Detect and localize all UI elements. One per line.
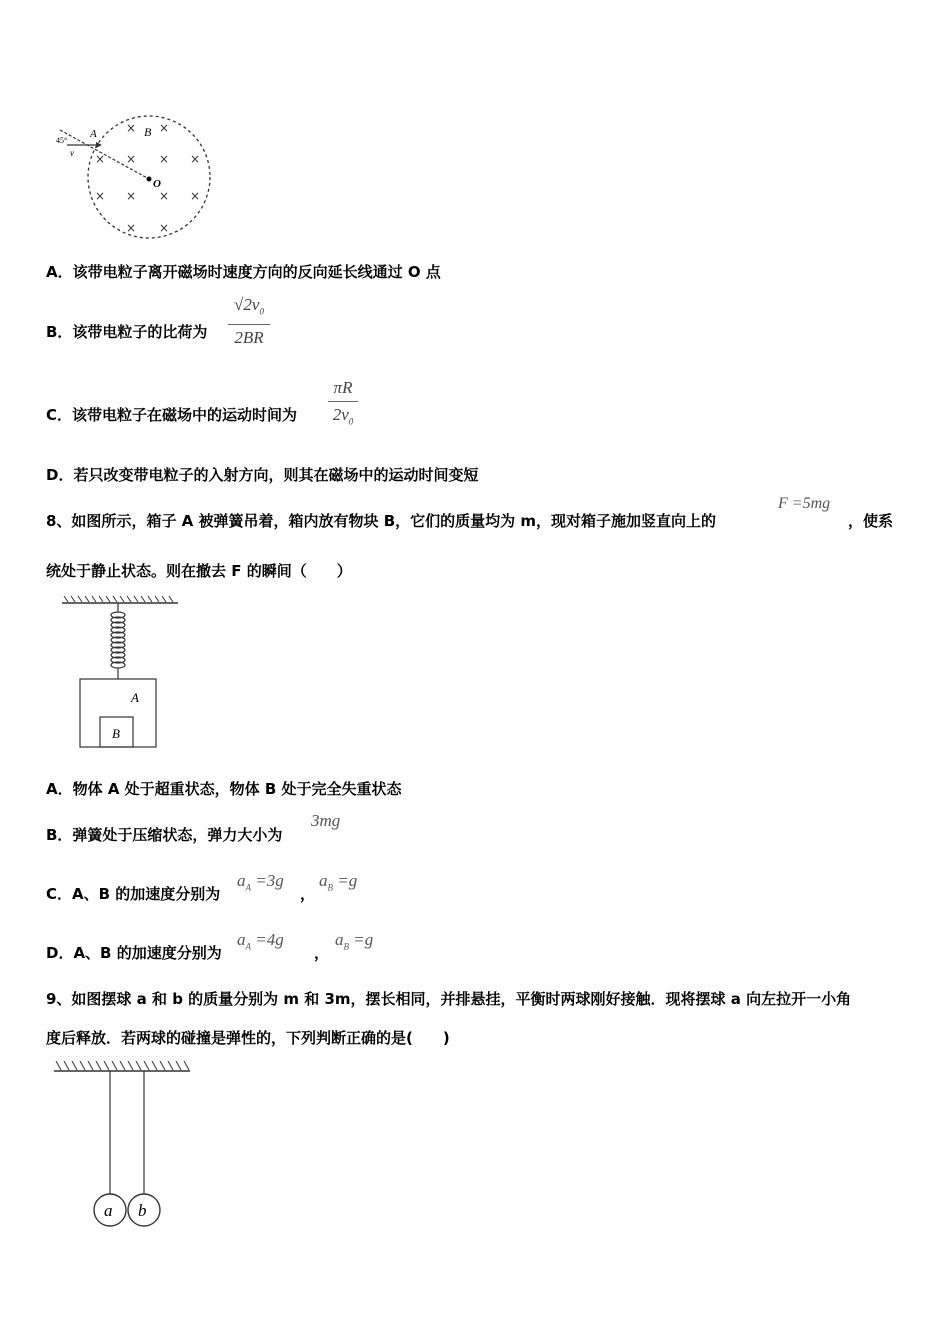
cross: × xyxy=(190,189,201,203)
cross: × xyxy=(126,152,137,166)
q9-stem-line2: 度后释放．若两球的碰撞是弹性的，下列判断正确的是( ) xyxy=(46,1029,450,1047)
q8-c-accel-a: $a_A =3g$ xyxy=(237,871,284,893)
q8-stem-line1-end: ，使系 xyxy=(848,512,894,530)
label-o: O xyxy=(153,178,161,190)
q7-option-c: C．该带电粒子在磁场中的运动时间为 xyxy=(46,406,298,424)
q9-stem-line1: 9、如图摆球 a 和 b 的质量分别为 m 和 3m，摆长相同，并排悬挂，平衡时两球刚好接触．现将摆球 a 向左拉开一小角 xyxy=(46,990,852,1008)
q8-option-b: B．弹簧处于压缩状态，弹力大小为 xyxy=(46,826,283,844)
cross: × xyxy=(190,152,201,166)
q8-stem-line1: 8、如图所示，箱子 A 被弹簧吊着，箱内放有物块 B，它们的质量均为 m，现对箱子施加竖直向上的 xyxy=(46,512,717,530)
fig-label-a: A xyxy=(131,690,139,705)
q8-force-formula: F =5mg xyxy=(778,495,831,512)
ball-a-label: a xyxy=(104,1201,113,1220)
q7-c-denominator: 2v xyxy=(332,405,349,424)
cross: × xyxy=(159,189,170,203)
q7-c-fraction: πR $2v_0$ xyxy=(328,377,358,432)
q8-c-accel-b: $a_B =g$ xyxy=(319,871,358,893)
q7-b-numerator: √2v xyxy=(234,295,260,314)
magnetic-field-figure xyxy=(52,108,217,248)
q8-option-c: C．A、B 的加速度分别为 xyxy=(46,885,221,903)
fig-label-b: B xyxy=(112,726,120,741)
q8-c-separator: ， xyxy=(300,885,316,903)
q8-option-d: D．A、B 的加速度分别为 xyxy=(46,944,222,962)
label-v0: v xyxy=(70,148,74,158)
cross: × xyxy=(159,152,170,166)
label-a: A xyxy=(90,128,97,140)
cross: × xyxy=(126,121,137,135)
q8-stem-line2: 统处于静止状态。则在撤去 F 的瞬间（ ） xyxy=(46,562,352,580)
pendulum-figure xyxy=(50,1056,195,1231)
cross: × xyxy=(126,221,137,235)
q7-option-b: B．该带电粒子的比荷为 xyxy=(46,323,208,341)
q7-c-numerator: πR xyxy=(333,378,353,397)
q8-d-accel-b: $a_B =g$ xyxy=(335,930,374,952)
spring xyxy=(111,603,125,679)
q8-option-a: A．物体 A 处于超重状态，物体 B 处于完全失重状态 xyxy=(46,780,402,798)
center-point xyxy=(147,177,152,182)
cross: × xyxy=(95,152,106,166)
spring-box-figure xyxy=(58,592,183,754)
q7-option-d: D．若只改变带电粒子的入射方向，则其在磁场中的运动时间变短 xyxy=(46,466,479,484)
q8-d-accel-a: $a_A =4g$ xyxy=(237,930,284,952)
cross: × xyxy=(95,189,106,203)
ball-b-label: b xyxy=(138,1201,147,1220)
label-b: B xyxy=(144,125,152,139)
cross: × xyxy=(126,189,137,203)
label-angle: 45° xyxy=(56,136,68,145)
q8-b-value: 3mg xyxy=(311,811,341,830)
cross: × xyxy=(159,221,170,235)
q7-b-fraction: $√2v_0$ 2BR xyxy=(228,294,270,349)
q8-d-separator: ， xyxy=(314,944,330,962)
q7-b-denominator: 2BR xyxy=(234,328,264,348)
cross: × xyxy=(159,121,170,135)
q7-option-a: A．该带电粒子离开磁场时速度方向的反向延长线通过 O 点 xyxy=(46,263,441,281)
